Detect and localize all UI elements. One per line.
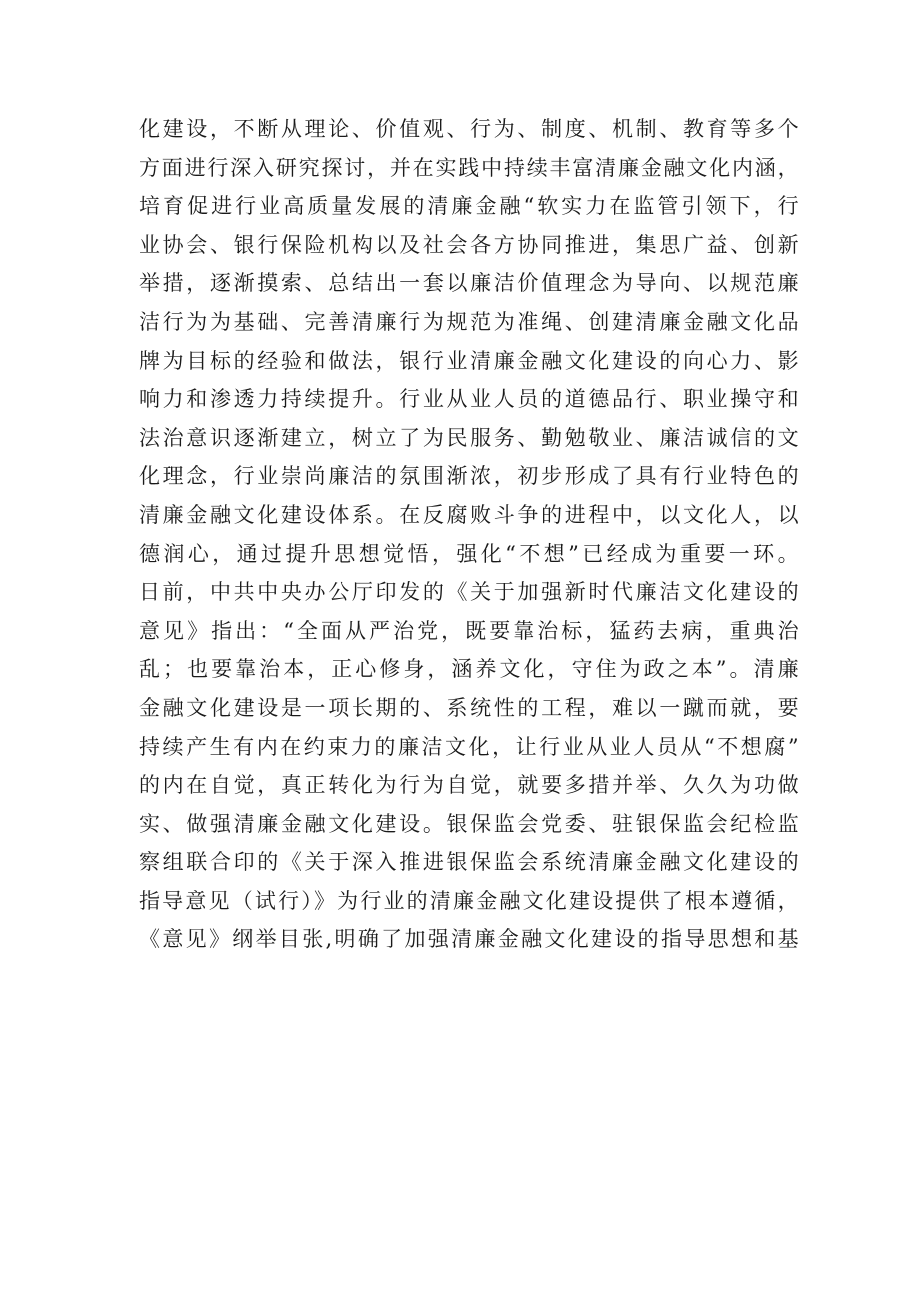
text-line: 持续产生有内在约束力的廉洁文化，让行业从业人员从“不想腐” bbox=[139, 734, 799, 759]
text-line: 德润心，通过提升思想觉悟，强化“不想”已经成为重要一环。 bbox=[139, 541, 799, 566]
text-line: 举措，逐渐摸索、总结出一套以廉洁价值理念为导向、以规范廉 bbox=[139, 271, 799, 296]
text-line: 金融文化建设是一项长期的、系统性的工程，难以一蹴而就，要 bbox=[139, 695, 799, 720]
text-line: 察组联合印的《关于深入推进银保监会系统清廉金融文化建设的 bbox=[139, 850, 799, 875]
text-line: 乱；也要靠治本，正心修身，涵养文化，守住为政之本”。清廉 bbox=[139, 657, 799, 682]
text-line: 的内在自觉，真正转化为行为自觉，就要多措并举、久久为功做 bbox=[139, 773, 799, 798]
text-line: 响力和渗透力持续提升。行业从业人员的道德品行、职业操守和 bbox=[139, 387, 799, 412]
text-line: 培育促进行业高质量发展的清廉金融“软实力在监管引领下，行 bbox=[139, 194, 799, 219]
text-line: 方面进行深入研究探讨，并在实践中持续丰富清廉金融文化内涵， bbox=[139, 155, 799, 180]
text-line: 意见》指出：“全面从严治党，既要靠治标，猛药去病，重典治 bbox=[139, 618, 799, 643]
text-line: 实、做强清廉金融文化建设。银保监会党委、驻银保监会纪检监 bbox=[139, 811, 799, 836]
text-line: 日前，中共中央办公厅印发的《关于加强新时代廉洁文化建设的 bbox=[139, 580, 799, 605]
text-line: 业协会、银行保险机构以及社会各方协同推进，集思广益、创新 bbox=[139, 232, 799, 257]
text-line: 洁行为为基础、完善清廉行为规范为准绳、创建清廉金融文化品 bbox=[139, 309, 799, 334]
text-line: 牌为目标的经验和做法，银行业清廉金融文化建设的向心力、影 bbox=[139, 348, 799, 373]
text-line: 《意见》纲举目张,明确了加强清廉金融文化建设的指导思想和基 bbox=[139, 927, 799, 952]
text-line: 化建设，不断从理论、价值观、行为、制度、机制、教育等多个 bbox=[139, 117, 799, 141]
text-line: 化理念，行业崇尚廉洁的氛围渐浓，初步形成了具有行业特色的 bbox=[139, 464, 799, 489]
text-line: 清廉金融文化建设体系。在反腐败斗争的进程中，以文化人，以 bbox=[139, 502, 799, 527]
text-line: 法治意识逐渐建立，树立了为民服务、勤勉敬业、廉洁诚信的文 bbox=[139, 425, 799, 450]
text-line: 指导意见（试行）》为行业的清廉金融文化建设提供了根本遵循， bbox=[139, 888, 799, 913]
body-paragraph bbox=[139, 110, 799, 959]
